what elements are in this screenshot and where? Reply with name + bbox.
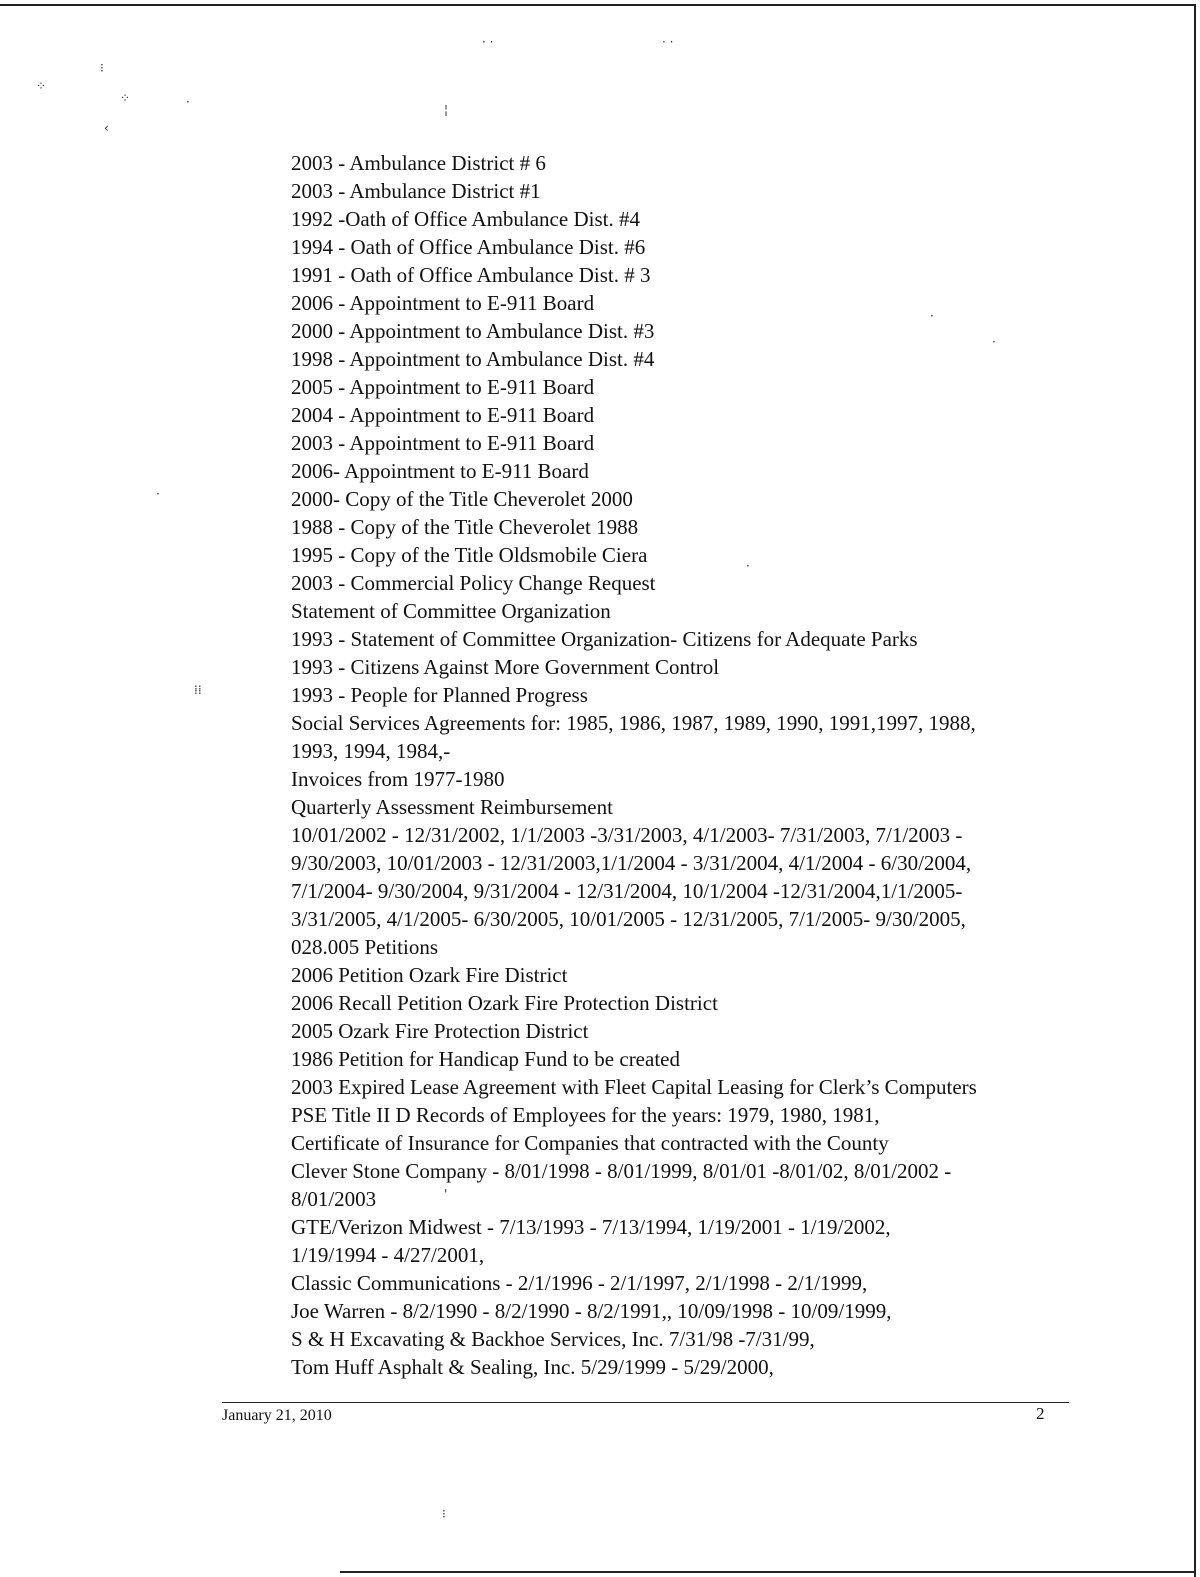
scan-speck: ⁘ (120, 91, 131, 105)
document-line: 2000- Copy of the Title Cheverolet 2000 (291, 487, 633, 511)
document-line: 1993 - People for Planned Progress (291, 683, 588, 707)
scan-speck: ⁝ (442, 1507, 446, 1521)
document-line: 2003 - Ambulance District #1 (291, 179, 541, 203)
scan-speck: · (992, 335, 996, 349)
document-line: 8/01/2003 (291, 1187, 377, 1211)
document-line: S & H Excavating & Backhoe Services, Inc. 7/31/98 -7/31/99, (291, 1327, 815, 1351)
scan-speck: ⁝ (100, 61, 104, 75)
document-line: 2005 - Appointment to E-911 Board (291, 375, 595, 399)
document-line: 2005 Ozark Fire Protection District (291, 1019, 589, 1043)
document-line: 1993 - Statement of Committee Organization- Citizens for Adequate Parks (291, 627, 918, 651)
document-line: 2006 Recall Petition Ozark Fire Protection District (291, 991, 718, 1015)
footer-date: January 21, 2010 (222, 1407, 332, 1424)
document-line: 1992 -Oath of Office Ambulance Dist. #4 (291, 207, 640, 231)
document-line: 2006- Appointment to E-911 Board (291, 459, 589, 483)
document-line: Joe Warren - 8/2/1990 - 8/2/1990 - 8/2/1991,, 10/09/1998 - 10/09/1999, (291, 1299, 892, 1323)
document-line: 3/31/2005, 4/1/2005- 6/30/2005, 10/01/2005 - 12/31/2005, 7/1/2005- 9/30/2005, (291, 907, 966, 931)
scan-speck: ¦ (444, 103, 449, 117)
document-line: 028.005 Petitions (291, 935, 439, 959)
document-line: 10/01/2002 - 12/31/2002, 1/1/2003 -3/31/2003, 4/1/2003- 7/31/2003, 7/1/2003 - (291, 823, 963, 847)
document-line: Social Services Agreements for: 1985, 1986, 1987, 1989, 1990, 1991,1997, 1988, (291, 711, 976, 735)
page-border-bottom (340, 1571, 1196, 1573)
document-line: Classic Communications - 2/1/1996 - 2/1/1997, 2/1/1998 - 2/1/1999, (291, 1271, 868, 1295)
document-line: 1991 - Oath of Office Ambulance Dist. # 3 (291, 263, 651, 287)
document-line: 1995 - Copy of the Title Oldsmobile Ciera (291, 543, 648, 567)
document-line: 2003 - Appointment to E-911 Board (291, 431, 595, 455)
document-line: Invoices from 1977-1980 (291, 767, 505, 791)
document-line: 2003 - Commercial Policy Change Request (291, 571, 656, 595)
document-line: Clever Stone Company - 8/01/1998 - 8/01/1999, 8/01/01 -8/01/02, 8/01/2002 - (291, 1159, 952, 1183)
document-line: Quarterly Assessment Reimbursement (291, 795, 613, 819)
scan-speck: · (156, 487, 160, 501)
scan-speck: ' (444, 1187, 448, 1201)
page-number: 2 (1036, 1404, 1045, 1423)
scan-speck: ⁞⁞ (194, 683, 202, 697)
scan-speck: ⁘ (36, 79, 47, 93)
document-line: 1998 - Appointment to Ambulance Dist. #4 (291, 347, 655, 371)
document-line: 1993, 1994, 1984,- (291, 739, 451, 763)
scan-speck: · (930, 309, 934, 323)
document-line: 1/19/1994 - 4/27/2001, (291, 1243, 485, 1267)
document-line: PSE Title II D Records of Employees for the years: 1979, 1980, 1981, (291, 1103, 880, 1127)
document-line: 1993 - Citizens Against More Government Control (291, 655, 720, 679)
page-border-top (0, 4, 1196, 6)
document-line: Certificate of Insurance for Companies that contracted with the County (291, 1131, 889, 1155)
document-line: 2003 - Ambulance District # 6 (291, 151, 546, 175)
document-line: 2006 - Appointment to E-911 Board (291, 291, 595, 315)
document-line: 1986 Petition for Handicap Fund to be created (291, 1047, 680, 1071)
scan-speck: · (746, 559, 750, 573)
document-body (291, 149, 1081, 1381)
document-line: 1994 - Oath of Office Ambulance Dist. #6 (291, 235, 646, 259)
scan-speck: · · (662, 35, 674, 49)
scan-speck: · · (482, 35, 494, 49)
document-line: Statement of Committee Organization (291, 599, 611, 623)
document-line: 9/30/2003, 10/01/2003 - 12/31/2003,1/1/2004 - 3/31/2004, 4/1/2004 - 6/30/2004, (291, 851, 972, 875)
document-line: 1988 - Copy of the Title Cheverolet 1988 (291, 515, 639, 539)
document-line: 2006 Petition Ozark Fire District (291, 963, 568, 987)
document-line: 2000 - Appointment to Ambulance Dist. #3 (291, 319, 655, 343)
footer-rule (222, 1402, 1069, 1403)
document-line: 2004 - Appointment to E-911 Board (291, 403, 595, 427)
page-border-right (1194, 4, 1196, 1577)
scan-speck: ‹ (104, 121, 109, 135)
document-line: 2003 Expired Lease Agreement with Fleet Capital Leasing for Clerk’s Computers (291, 1075, 977, 1099)
scan-speck: · (186, 95, 190, 109)
document-line: GTE/Verizon Midwest - 7/13/1993 - 7/13/1994, 1/19/2001 - 1/19/2002, (291, 1215, 891, 1239)
document-line: 7/1/2004- 9/30/2004, 9/31/2004 - 12/31/2004, 10/1/2004 -12/31/2004,1/1/2005- (291, 879, 963, 903)
document-line: Tom Huff Asphalt & Sealing, Inc. 5/29/1999 - 5/29/2000, (291, 1355, 774, 1379)
